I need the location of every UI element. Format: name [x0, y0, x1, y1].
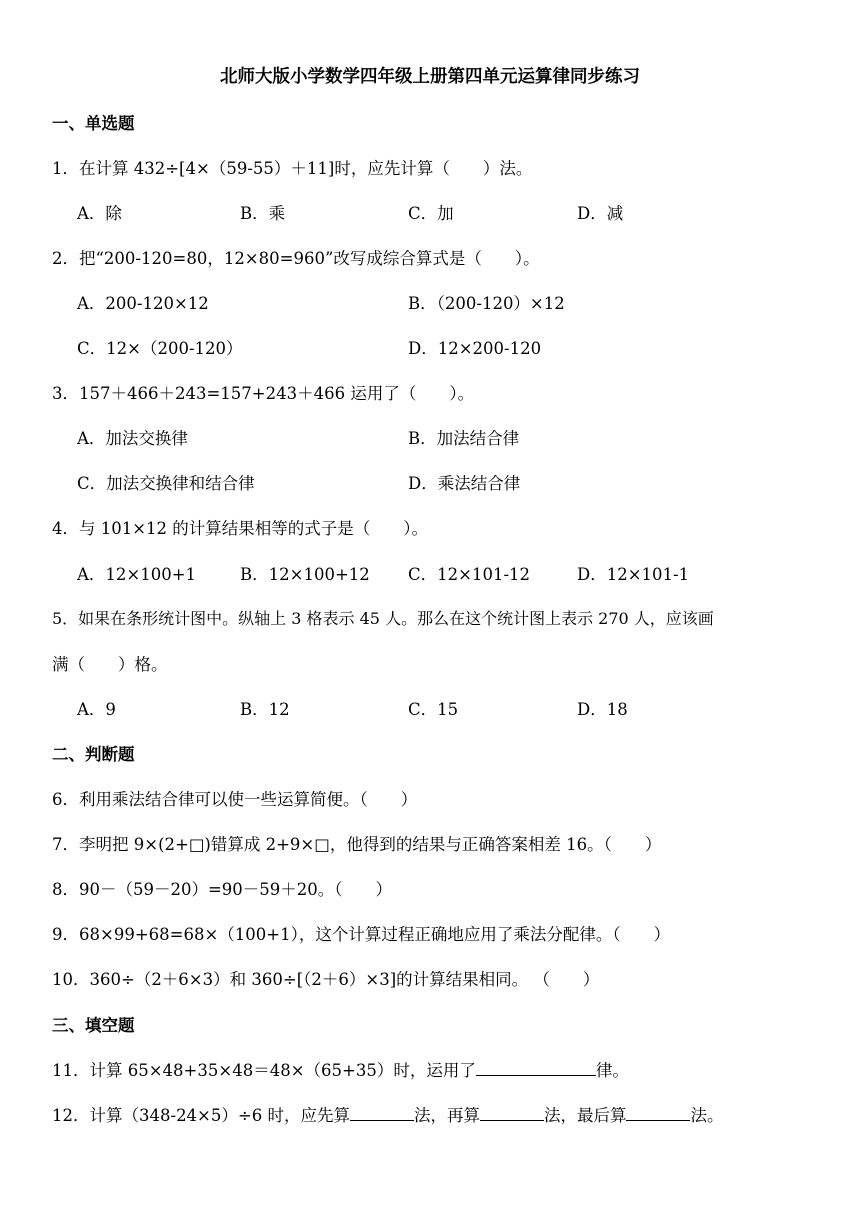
question-2-option-c: C．12×（200-120） [77, 339, 243, 358]
question-12-text-2: 法，再算 [413, 1106, 480, 1125]
question-5-option-b: B．12 [240, 700, 290, 719]
question-7: 7．李明把 9×(2+□)错算成 2+9×□，他得到的结果与正确答案相差 16。（ ） [52, 835, 662, 854]
question-4-option-d: D．12×101-1 [577, 565, 690, 584]
question-11 [52, 1057, 629, 1081]
section-heading-fill-in: 三、填空题 [52, 1016, 135, 1035]
question-12-text: 12．计算（348-24×5）÷6 时，应先算 [52, 1106, 350, 1125]
question-1-option-b: B．乘 [240, 204, 286, 223]
answer-blank[interactable] [350, 1105, 414, 1121]
answer-blank[interactable] [476, 1060, 596, 1076]
question-1-option-d: D．减 [577, 204, 624, 223]
question-5-line-2: 满（ ）格。 [52, 655, 168, 674]
section-heading-true-false: 二、判断题 [52, 745, 135, 764]
question-3-option-b: B．加法结合律 [408, 429, 520, 448]
question-9: 9．68×99+68=68×（100+1），这个计算过程正确地应用了乘法分配律。（ ） [52, 925, 671, 944]
question-3-option-a: A．加法交换律 [77, 429, 188, 448]
question-11-text: 11．计算 65×48+35×48＝48×（65+35）时，运用了 [52, 1061, 476, 1080]
answer-blank[interactable] [480, 1105, 544, 1121]
question-2: 2．把“200-120=80，12×80=960”改写成综合算式是（ ）。 [52, 249, 540, 268]
question-4-option-c: C．12×101-12 [408, 565, 531, 584]
question-3: 3．157＋466＋243=157+243＋466 运用了（ ）。 [52, 384, 475, 403]
question-11-suffix: 律。 [595, 1061, 629, 1080]
question-1: 1．在计算 432÷[4×（59-55）＋11]时，应先计算（ ）法。 [52, 159, 533, 178]
question-1-option-a: A．除 [77, 204, 122, 223]
question-12-text-4: 法。 [690, 1106, 724, 1125]
question-2-option-d: D．12×200-120 [408, 339, 542, 358]
question-5-option-d: D．18 [577, 700, 628, 719]
answer-blank[interactable] [626, 1105, 690, 1121]
question-6: 6．利用乘法结合律可以使一些运算简便。（ ） [52, 790, 418, 809]
question-10: 10．360÷（2＋6×3）和 360÷[（2＋6）×3]的计算结果相同。 （ ） [52, 970, 600, 989]
question-4-option-b: B．12×100+12 [240, 565, 370, 584]
question-5-option-c: C．15 [408, 700, 459, 719]
question-5-line-1: 5．如果在条形统计图中。纵轴上 3 格表示 45 人。那么在这个统计图上表示 270 人，应该画 [52, 609, 714, 628]
question-8: 8．90－（59－20）=90－59＋20。（ ） [52, 880, 393, 899]
question-4: 4．与 101×12 的计算结果相等的式子是（ ）。 [52, 519, 429, 538]
question-3-option-d: D．乘法结合律 [408, 474, 521, 493]
question-12-text-3: 法，最后算 [543, 1106, 627, 1125]
page-title: 北师大版小学数学四年级上册第四单元运算律同步练习 [220, 67, 640, 87]
question-1-option-c: C．加 [408, 204, 454, 223]
question-3-option-c: C．加法交换律和结合律 [77, 474, 255, 493]
question-2-option-a: A．200-120×12 [77, 294, 209, 313]
question-5-option-a: A．9 [77, 700, 116, 719]
question-4-option-a: A．12×100+1 [77, 565, 197, 584]
question-12 [52, 1102, 723, 1126]
section-heading-single-choice: 一、单选题 [52, 114, 135, 133]
question-2-option-b: B．（200-120）×12 [408, 294, 565, 313]
